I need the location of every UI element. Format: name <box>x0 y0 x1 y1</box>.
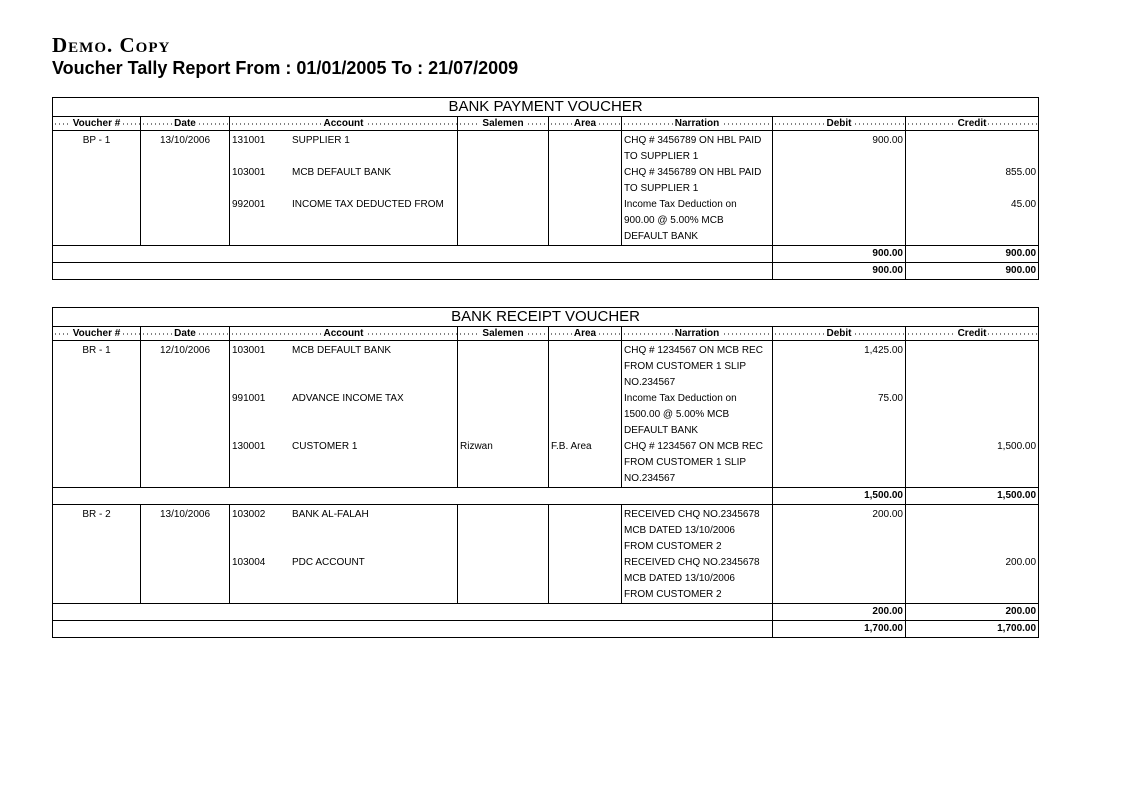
area-cell <box>549 131 622 166</box>
table-row <box>53 505 1039 556</box>
report-title: Voucher Tally Report From : 01/01/2005 To : 21/07/2009 <box>52 58 519 78</box>
account-name: MCB DEFAULT BANK <box>292 167 392 178</box>
salesman-cell <box>458 131 549 166</box>
area-cell <box>549 555 622 604</box>
account-code: 103001 <box>232 345 266 356</box>
area-cell: F.B. Area <box>549 439 622 488</box>
total-spacer <box>53 621 773 638</box>
col-account: Account <box>230 117 458 131</box>
payment-header-row <box>53 117 1039 131</box>
salesman-cell <box>458 391 549 439</box>
narration-cell: RECEIVED CHQ NO.2345678 MCB DATED 13/10/2006 FROM CUSTOMER 2 <box>622 555 773 604</box>
credit-cell <box>906 391 1039 439</box>
credit-cell: 855.00 <box>906 165 1039 197</box>
col-date: Date <box>141 327 230 341</box>
total-spacer <box>53 604 773 621</box>
area-cell <box>549 165 622 197</box>
narration-cell: CHQ # 3456789 ON HBL PAID TO SUPPLIER 1 <box>622 165 773 197</box>
voucher-no: BR - 2 <box>53 505 141 604</box>
voucher-total-credit: 1,500.00 <box>906 488 1039 505</box>
table-row <box>53 341 1039 392</box>
voucher-total-row <box>53 488 1039 505</box>
account-cell <box>230 165 458 197</box>
col-area: Area <box>549 327 622 341</box>
total-spacer <box>53 488 773 505</box>
account-name: INCOME TAX DEDUCTED FROM <box>292 199 444 210</box>
account-name: ADVANCE INCOME TAX <box>292 393 404 404</box>
col-voucher-no: Voucher # <box>53 327 141 341</box>
col-area: Area <box>549 117 622 131</box>
account-cell <box>230 391 458 439</box>
account-code: 991001 <box>232 393 266 404</box>
debit-cell: 900.00 <box>773 131 906 166</box>
area-cell <box>549 505 622 556</box>
salesman-cell <box>458 165 549 197</box>
voucher-total-debit: 1,500.00 <box>773 488 906 505</box>
voucher-total-row <box>53 246 1039 263</box>
account-name: CUSTOMER 1 <box>292 441 358 452</box>
salesman-cell <box>458 341 549 392</box>
account-name: MCB DEFAULT BANK <box>292 345 392 356</box>
grand-total-debit: 900.00 <box>773 263 906 280</box>
debit-cell <box>773 165 906 197</box>
debit-cell: 75.00 <box>773 391 906 439</box>
grand-total-credit: 1,700.00 <box>906 621 1039 638</box>
account-code: 103004 <box>232 557 266 568</box>
narration-cell: CHQ # 3456789 ON HBL PAID TO SUPPLIER 1 <box>622 131 773 166</box>
voucher-total-credit: 200.00 <box>906 604 1039 621</box>
account-cell <box>230 439 458 488</box>
account-cell <box>230 341 458 392</box>
voucher-no: BP - 1 <box>53 131 141 246</box>
area-cell <box>549 391 622 439</box>
grand-total-row <box>53 263 1039 280</box>
col-narration: Narration <box>622 327 773 341</box>
account-code: 103001 <box>232 167 266 178</box>
area-cell <box>549 197 622 246</box>
debit-cell <box>773 555 906 604</box>
col-date: Date <box>141 117 230 131</box>
account-code: 130001 <box>232 441 266 452</box>
col-voucher-no: Voucher # <box>53 117 141 131</box>
account-name: BANK AL-FALAH <box>292 509 369 520</box>
col-credit: Credit <box>906 117 1039 131</box>
account-code: 131001 <box>232 135 266 146</box>
voucher-date: 13/10/2006 <box>141 505 230 604</box>
account-code: 103002 <box>232 509 266 520</box>
credit-cell: 1,500.00 <box>906 439 1039 488</box>
voucher-date: 12/10/2006 <box>141 341 230 488</box>
grand-total-credit: 900.00 <box>906 263 1039 280</box>
account-name: SUPPLIER 1 <box>292 135 350 146</box>
col-narration: Narration <box>622 117 773 131</box>
debit-cell: 200.00 <box>773 505 906 556</box>
bank-receipt-voucher-table <box>52 307 1039 638</box>
credit-cell <box>906 341 1039 392</box>
salesman-cell <box>458 555 549 604</box>
receipt-header-row <box>53 327 1039 341</box>
salesman-cell: Rizwan <box>458 439 549 488</box>
demo-copy-watermark: Demo. Copy <box>52 33 171 57</box>
account-cell <box>230 197 458 246</box>
salesman-cell <box>458 505 549 556</box>
credit-cell <box>906 505 1039 556</box>
grand-total-row <box>53 621 1039 638</box>
total-spacer <box>53 263 773 280</box>
col-debit: Debit <box>773 117 906 131</box>
narration-cell: CHQ # 1234567 ON MCB REC FROM CUSTOMER 1 SLIP NO.234567 <box>622 439 773 488</box>
voucher-total-credit: 900.00 <box>906 246 1039 263</box>
credit-cell <box>906 131 1039 166</box>
voucher-total-debit: 900.00 <box>773 246 906 263</box>
col-salemen: Salemen <box>458 117 549 131</box>
account-name: PDC ACCOUNT <box>292 557 365 568</box>
payment-section-title: BANK PAYMENT VOUCHER <box>53 98 1039 117</box>
col-salemen: Salemen <box>458 327 549 341</box>
debit-cell: 1,425.00 <box>773 341 906 392</box>
area-cell <box>549 341 622 392</box>
table-row <box>53 131 1039 166</box>
debit-cell <box>773 197 906 246</box>
voucher-no: BR - 1 <box>53 341 141 488</box>
salesman-cell <box>458 197 549 246</box>
account-code: 992001 <box>232 199 266 210</box>
col-debit: Debit <box>773 327 906 341</box>
account-cell <box>230 505 458 556</box>
grand-total-debit: 1,700.00 <box>773 621 906 638</box>
narration-cell: Income Tax Deduction on 900.00 @ 5.00% MCB DEFAULT BANK <box>622 197 773 246</box>
credit-cell: 200.00 <box>906 555 1039 604</box>
voucher-total-debit: 200.00 <box>773 604 906 621</box>
voucher-total-row <box>53 604 1039 621</box>
debit-cell <box>773 439 906 488</box>
bank-payment-voucher-table <box>52 97 1039 280</box>
voucher-date: 13/10/2006 <box>141 131 230 246</box>
account-cell <box>230 555 458 604</box>
col-account: Account <box>230 327 458 341</box>
col-credit: Credit <box>906 327 1039 341</box>
credit-cell: 45.00 <box>906 197 1039 246</box>
narration-cell: Income Tax Deduction on 1500.00 @ 5.00% MCB DEFAULT BANK <box>622 391 773 439</box>
narration-cell: CHQ # 1234567 ON MCB REC FROM CUSTOMER 1 SLIP NO.234567 <box>622 341 773 392</box>
total-spacer <box>53 246 773 263</box>
receipt-section-title: BANK RECEIPT VOUCHER <box>53 308 1039 327</box>
account-cell <box>230 131 458 166</box>
narration-cell: RECEIVED CHQ NO.2345678 MCB DATED 13/10/2006 FROM CUSTOMER 2 <box>622 505 773 556</box>
